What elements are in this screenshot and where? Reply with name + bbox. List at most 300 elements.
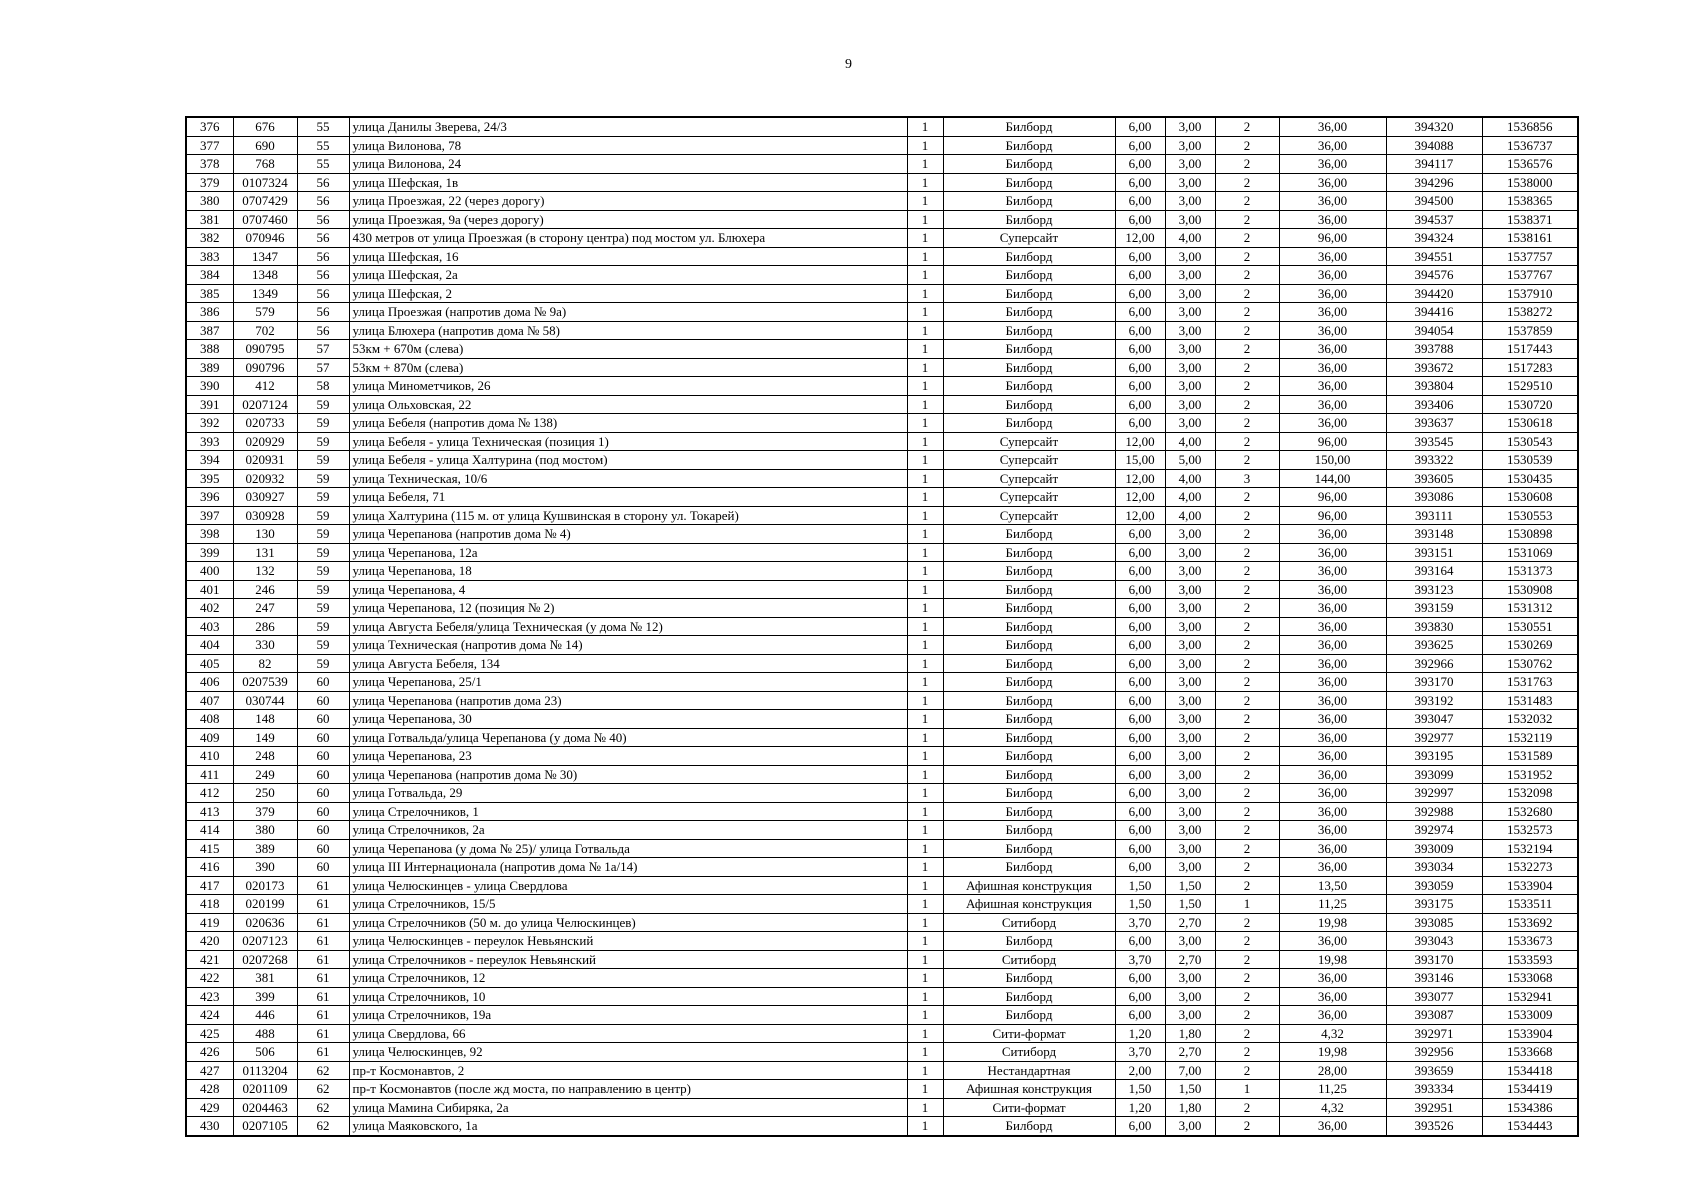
cell-district-code: 56 <box>297 321 349 340</box>
cell-height: 3,00 <box>1165 987 1215 1006</box>
cell-construction-type: Билборд <box>943 691 1115 710</box>
cell-height: 3,00 <box>1165 728 1215 747</box>
cell-coord-y: 1531589 <box>1482 747 1578 766</box>
cell-quantity: 1 <box>907 358 943 377</box>
cell-construction-type: Билборд <box>943 969 1115 988</box>
cell-address: улица Данилы Зверева, 24/3 <box>349 117 907 136</box>
cell-quantity: 1 <box>907 710 943 729</box>
cell-address: улица Черепанова, 4 <box>349 580 907 599</box>
cell-quantity: 1 <box>907 802 943 821</box>
cell-district-code: 60 <box>297 765 349 784</box>
cell-height: 3,00 <box>1165 821 1215 840</box>
cell-width: 3,70 <box>1115 950 1165 969</box>
cell-construction-type: Билборд <box>943 377 1115 396</box>
cell-height: 3,00 <box>1165 117 1215 136</box>
cell-district-code: 59 <box>297 562 349 581</box>
cell-construction-type: Билборд <box>943 802 1115 821</box>
cell-construction-type: Билборд <box>943 710 1115 729</box>
cell-quantity: 1 <box>907 784 943 803</box>
table-row <box>186 839 1578 858</box>
table-row <box>186 395 1578 414</box>
cell-quantity: 1 <box>907 525 943 544</box>
cell-coord-y: 1533668 <box>1482 1043 1578 1062</box>
table-row <box>186 1080 1578 1099</box>
cell-area: 36,00 <box>1279 636 1386 655</box>
cell-sides: 2 <box>1215 284 1279 303</box>
cell-coord-y: 1532194 <box>1482 839 1578 858</box>
cell-address: улица Шефская, 1в <box>349 173 907 192</box>
cell-row-number: 429 <box>186 1098 233 1117</box>
cell-construction-id: 090796 <box>233 358 297 377</box>
cell-construction-id: 381 <box>233 969 297 988</box>
table-row <box>186 1006 1578 1025</box>
cell-construction-id: 286 <box>233 617 297 636</box>
cell-height: 3,00 <box>1165 1117 1215 1136</box>
cell-construction-id: 379 <box>233 802 297 821</box>
cell-construction-id: 132 <box>233 562 297 581</box>
cell-area: 36,00 <box>1279 821 1386 840</box>
cell-area: 36,00 <box>1279 987 1386 1006</box>
cell-district-code: 60 <box>297 710 349 729</box>
cell-address: улица Готвальда/улица Черепанова (у дома № 40) <box>349 728 907 747</box>
cell-width: 2,00 <box>1115 1061 1165 1080</box>
cell-district-code: 56 <box>297 210 349 229</box>
cell-construction-type: Билборд <box>943 173 1115 192</box>
cell-district-code: 60 <box>297 784 349 803</box>
cell-construction-type: Билборд <box>943 673 1115 692</box>
cell-address: улица Стрелочников, 19а <box>349 1006 907 1025</box>
cell-sides: 2 <box>1215 636 1279 655</box>
cell-width: 6,00 <box>1115 1006 1165 1025</box>
cell-width: 6,00 <box>1115 303 1165 322</box>
cell-quantity: 1 <box>907 543 943 562</box>
cell-construction-type: Билборд <box>943 728 1115 747</box>
cell-width: 6,00 <box>1115 839 1165 858</box>
cell-sides: 2 <box>1215 932 1279 951</box>
cell-coord-x: 392997 <box>1386 784 1482 803</box>
cell-construction-type: Афишная конструкция <box>943 895 1115 914</box>
cell-district-code: 62 <box>297 1117 349 1136</box>
cell-coord-x: 393788 <box>1386 340 1482 359</box>
cell-area: 11,25 <box>1279 895 1386 914</box>
table-row <box>186 136 1578 155</box>
cell-address: улица Стрелочников (50 м. до улица Челюскинцев) <box>349 913 907 932</box>
cell-sides: 2 <box>1215 617 1279 636</box>
cell-coord-x: 394088 <box>1386 136 1482 155</box>
cell-width: 6,00 <box>1115 580 1165 599</box>
cell-district-code: 61 <box>297 1006 349 1025</box>
cell-coord-y: 1537757 <box>1482 247 1578 266</box>
cell-quantity: 1 <box>907 136 943 155</box>
cell-coord-y: 1517443 <box>1482 340 1578 359</box>
cell-quantity: 1 <box>907 673 943 692</box>
cell-quantity: 1 <box>907 377 943 396</box>
cell-height: 3,00 <box>1165 784 1215 803</box>
cell-address: улица Бебеля (напротив дома № 138) <box>349 414 907 433</box>
cell-construction-type: Билборд <box>943 321 1115 340</box>
cell-width: 12,00 <box>1115 229 1165 248</box>
cell-quantity: 1 <box>907 691 943 710</box>
cell-coord-x: 393111 <box>1386 506 1482 525</box>
cell-construction-id: 399 <box>233 987 297 1006</box>
cell-width: 12,00 <box>1115 506 1165 525</box>
cell-construction-id: 148 <box>233 710 297 729</box>
cell-district-code: 57 <box>297 358 349 377</box>
cell-sides: 2 <box>1215 969 1279 988</box>
table-row <box>186 580 1578 599</box>
cell-district-code: 59 <box>297 469 349 488</box>
cell-row-number: 415 <box>186 839 233 858</box>
cell-row-number: 422 <box>186 969 233 988</box>
cell-quantity: 1 <box>907 654 943 673</box>
cell-coord-y: 1517283 <box>1482 358 1578 377</box>
cell-construction-id: 131 <box>233 543 297 562</box>
cell-district-code: 56 <box>297 192 349 211</box>
cell-coord-x: 393146 <box>1386 969 1482 988</box>
cell-row-number: 394 <box>186 451 233 470</box>
cell-height: 3,00 <box>1165 599 1215 618</box>
cell-row-number: 403 <box>186 617 233 636</box>
cell-district-code: 62 <box>297 1080 349 1099</box>
cell-address: улица Ольховская, 22 <box>349 395 907 414</box>
cell-address: улица Стрелочников, 10 <box>349 987 907 1006</box>
cell-coord-x: 394500 <box>1386 192 1482 211</box>
table-row <box>186 266 1578 285</box>
cell-address: улица Вилонова, 78 <box>349 136 907 155</box>
cell-address: 430 метров от улица Проезжая (в сторону центра) под мостом ул. Блюхера <box>349 229 907 248</box>
cell-row-number: 401 <box>186 580 233 599</box>
cell-area: 36,00 <box>1279 562 1386 581</box>
cell-quantity: 1 <box>907 469 943 488</box>
cell-construction-id: 0207268 <box>233 950 297 969</box>
cell-coord-y: 1529510 <box>1482 377 1578 396</box>
cell-construction-id: 412 <box>233 377 297 396</box>
cell-construction-id: 389 <box>233 839 297 858</box>
cell-height: 4,00 <box>1165 506 1215 525</box>
cell-height: 2,70 <box>1165 913 1215 932</box>
cell-district-code: 61 <box>297 987 349 1006</box>
cell-coord-x: 393170 <box>1386 950 1482 969</box>
cell-address: улица Августа Бебеля/улица Техническая (у дома № 12) <box>349 617 907 636</box>
table-row <box>186 765 1578 784</box>
table-row <box>186 1117 1578 1136</box>
cell-address: улица Стрелочников, 1 <box>349 802 907 821</box>
cell-coord-y: 1533068 <box>1482 969 1578 988</box>
cell-sides: 1 <box>1215 895 1279 914</box>
cell-construction-id: 020733 <box>233 414 297 433</box>
table-row <box>186 654 1578 673</box>
cell-construction-id: 246 <box>233 580 297 599</box>
cell-construction-id: 020636 <box>233 913 297 932</box>
cell-coord-y: 1534419 <box>1482 1080 1578 1099</box>
cell-coord-x: 394054 <box>1386 321 1482 340</box>
cell-coord-y: 1532680 <box>1482 802 1578 821</box>
cell-height: 3,00 <box>1165 617 1215 636</box>
cell-coord-x: 393034 <box>1386 858 1482 877</box>
cell-sides: 2 <box>1215 136 1279 155</box>
cell-area: 28,00 <box>1279 1061 1386 1080</box>
cell-area: 36,00 <box>1279 784 1386 803</box>
cell-coord-y: 1532032 <box>1482 710 1578 729</box>
cell-coord-y: 1530762 <box>1482 654 1578 673</box>
cell-address: улица Шефская, 2 <box>349 284 907 303</box>
cell-row-number: 414 <box>186 821 233 840</box>
cell-width: 12,00 <box>1115 488 1165 507</box>
cell-quantity: 1 <box>907 1043 943 1062</box>
cell-height: 3,00 <box>1165 155 1215 174</box>
table-row <box>186 710 1578 729</box>
cell-row-number: 404 <box>186 636 233 655</box>
cell-coord-x: 394117 <box>1386 155 1482 174</box>
cell-row-number: 406 <box>186 673 233 692</box>
cell-row-number: 380 <box>186 192 233 211</box>
cell-sides: 2 <box>1215 950 1279 969</box>
cell-construction-id: 020199 <box>233 895 297 914</box>
cell-width: 6,00 <box>1115 525 1165 544</box>
cell-coord-x: 393195 <box>1386 747 1482 766</box>
cell-height: 3,00 <box>1165 525 1215 544</box>
table-row <box>186 247 1578 266</box>
cell-address: улица Черепанова (напротив дома 23) <box>349 691 907 710</box>
cell-coord-y: 1534443 <box>1482 1117 1578 1136</box>
cell-quantity: 1 <box>907 247 943 266</box>
cell-address: улица Стрелочников, 12 <box>349 969 907 988</box>
cell-area: 36,00 <box>1279 284 1386 303</box>
cell-area: 19,98 <box>1279 913 1386 932</box>
cell-coord-x: 392977 <box>1386 728 1482 747</box>
cell-coord-x: 393830 <box>1386 617 1482 636</box>
cell-district-code: 55 <box>297 117 349 136</box>
cell-height: 3,00 <box>1165 340 1215 359</box>
table-row <box>186 377 1578 396</box>
cell-coord-x: 393151 <box>1386 543 1482 562</box>
cell-address: улица Черепанова (напротив дома № 4) <box>349 525 907 544</box>
cell-coord-y: 1530908 <box>1482 580 1578 599</box>
cell-row-number: 382 <box>186 229 233 248</box>
table-row <box>186 950 1578 969</box>
cell-row-number: 400 <box>186 562 233 581</box>
cell-row-number: 377 <box>186 136 233 155</box>
cell-construction-id: 0113204 <box>233 1061 297 1080</box>
cell-construction-id: 249 <box>233 765 297 784</box>
cell-district-code: 59 <box>297 506 349 525</box>
cell-construction-id: 248 <box>233 747 297 766</box>
page-number: 9 <box>845 57 852 72</box>
cell-height: 3,00 <box>1165 136 1215 155</box>
cell-width: 6,00 <box>1115 395 1165 414</box>
cell-coord-x: 394416 <box>1386 303 1482 322</box>
cell-construction-id: 0207123 <box>233 932 297 951</box>
cell-area: 36,00 <box>1279 358 1386 377</box>
cell-quantity: 1 <box>907 617 943 636</box>
cell-address: улица Свердлова, 66 <box>349 1024 907 1043</box>
cell-row-number: 387 <box>186 321 233 340</box>
cell-coord-y: 1532119 <box>1482 728 1578 747</box>
cell-area: 13,50 <box>1279 876 1386 895</box>
cell-area: 36,00 <box>1279 969 1386 988</box>
cell-construction-id: 030927 <box>233 488 297 507</box>
cell-construction-type: Билборд <box>943 617 1115 636</box>
table-row <box>186 617 1578 636</box>
cell-coord-y: 1531763 <box>1482 673 1578 692</box>
table-row <box>186 562 1578 581</box>
cell-sides: 2 <box>1215 377 1279 396</box>
cell-sides: 2 <box>1215 451 1279 470</box>
cell-area: 36,00 <box>1279 765 1386 784</box>
cell-quantity: 1 <box>907 117 943 136</box>
table-row <box>186 1043 1578 1062</box>
cell-height: 3,00 <box>1165 636 1215 655</box>
cell-height: 3,00 <box>1165 395 1215 414</box>
cell-row-number: 425 <box>186 1024 233 1043</box>
cell-coord-x: 393192 <box>1386 691 1482 710</box>
cell-height: 2,70 <box>1165 1043 1215 1062</box>
cell-district-code: 57 <box>297 340 349 359</box>
cell-height: 3,00 <box>1165 192 1215 211</box>
cell-construction-id: 380 <box>233 821 297 840</box>
cell-row-number: 430 <box>186 1117 233 1136</box>
cell-construction-id: 149 <box>233 728 297 747</box>
cell-address: улица Стрелочников - переулок Невьянский <box>349 950 907 969</box>
cell-area: 19,98 <box>1279 1043 1386 1062</box>
cell-construction-type: Билборд <box>943 247 1115 266</box>
cell-quantity: 1 <box>907 340 943 359</box>
cell-construction-type: Билборд <box>943 839 1115 858</box>
cell-sides: 2 <box>1215 747 1279 766</box>
cell-construction-id: 070946 <box>233 229 297 248</box>
cell-construction-type: Билборд <box>943 562 1115 581</box>
cell-height: 4,00 <box>1165 432 1215 451</box>
cell-construction-type: Билборд <box>943 395 1115 414</box>
cell-district-code: 56 <box>297 284 349 303</box>
cell-row-number: 417 <box>186 876 233 895</box>
cell-width: 6,00 <box>1115 932 1165 951</box>
cell-construction-type: Билборд <box>943 266 1115 285</box>
cell-width: 6,00 <box>1115 173 1165 192</box>
cell-construction-type: Билборд <box>943 543 1115 562</box>
cell-width: 1,50 <box>1115 895 1165 914</box>
cell-address: пр-т Космонавтов (после жд моста, по направлению в центр) <box>349 1080 907 1099</box>
cell-coord-x: 393123 <box>1386 580 1482 599</box>
cell-coord-y: 1530435 <box>1482 469 1578 488</box>
cell-construction-id: 0207124 <box>233 395 297 414</box>
cell-quantity: 1 <box>907 1080 943 1099</box>
cell-coord-x: 393085 <box>1386 913 1482 932</box>
cell-quantity: 1 <box>907 229 943 248</box>
cell-construction-type: Билборд <box>943 1117 1115 1136</box>
cell-coord-x: 394324 <box>1386 229 1482 248</box>
cell-area: 36,00 <box>1279 117 1386 136</box>
cell-width: 1,20 <box>1115 1024 1165 1043</box>
cell-district-code: 61 <box>297 913 349 932</box>
cell-quantity: 1 <box>907 155 943 174</box>
cell-width: 6,00 <box>1115 784 1165 803</box>
cell-coord-x: 392966 <box>1386 654 1482 673</box>
cell-quantity: 1 <box>907 1024 943 1043</box>
cell-quantity: 1 <box>907 636 943 655</box>
cell-coord-y: 1533511 <box>1482 895 1578 914</box>
cell-quantity: 1 <box>907 1098 943 1117</box>
cell-sides: 2 <box>1215 987 1279 1006</box>
cell-quantity: 1 <box>907 895 943 914</box>
cell-sides: 2 <box>1215 488 1279 507</box>
cell-coord-x: 393625 <box>1386 636 1482 655</box>
cell-sides: 2 <box>1215 1117 1279 1136</box>
cell-district-code: 61 <box>297 969 349 988</box>
cell-coord-x: 393170 <box>1386 673 1482 692</box>
cell-sides: 2 <box>1215 321 1279 340</box>
cell-width: 3,70 <box>1115 1043 1165 1062</box>
cell-coord-x: 393545 <box>1386 432 1482 451</box>
cell-construction-id: 768 <box>233 155 297 174</box>
cell-construction-id: 020929 <box>233 432 297 451</box>
table-row <box>186 784 1578 803</box>
cell-district-code: 60 <box>297 728 349 747</box>
cell-construction-type: Билборд <box>943 932 1115 951</box>
cell-coord-y: 1531952 <box>1482 765 1578 784</box>
cell-coord-y: 1537767 <box>1482 266 1578 285</box>
cell-construction-id: 0204463 <box>233 1098 297 1117</box>
cell-quantity: 1 <box>907 580 943 599</box>
cell-area: 96,00 <box>1279 488 1386 507</box>
table-row <box>186 506 1578 525</box>
cell-coord-y: 1533593 <box>1482 950 1578 969</box>
cell-district-code: 59 <box>297 599 349 618</box>
cell-district-code: 60 <box>297 691 349 710</box>
cell-coord-x: 393047 <box>1386 710 1482 729</box>
cell-width: 6,00 <box>1115 155 1165 174</box>
cell-area: 36,00 <box>1279 599 1386 618</box>
cell-district-code: 59 <box>297 543 349 562</box>
cell-width: 6,00 <box>1115 414 1165 433</box>
cell-area: 36,00 <box>1279 173 1386 192</box>
cell-sides: 2 <box>1215 654 1279 673</box>
cell-district-code: 55 <box>297 136 349 155</box>
cell-coord-x: 393175 <box>1386 895 1482 914</box>
cell-width: 6,00 <box>1115 821 1165 840</box>
cell-sides: 2 <box>1215 913 1279 932</box>
cell-construction-id: 247 <box>233 599 297 618</box>
cell-quantity: 1 <box>907 506 943 525</box>
cell-district-code: 56 <box>297 303 349 322</box>
cell-construction-type: Афишная конструкция <box>943 876 1115 895</box>
cell-sides: 2 <box>1215 432 1279 451</box>
cell-sides: 2 <box>1215 673 1279 692</box>
cell-sides: 2 <box>1215 525 1279 544</box>
cell-height: 3,00 <box>1165 1006 1215 1025</box>
cell-width: 12,00 <box>1115 432 1165 451</box>
cell-sides: 2 <box>1215 562 1279 581</box>
cell-construction-id: 090795 <box>233 340 297 359</box>
table-row <box>186 913 1578 932</box>
cell-construction-id: 1347 <box>233 247 297 266</box>
cell-height: 3,00 <box>1165 839 1215 858</box>
cell-row-number: 413 <box>186 802 233 821</box>
cell-coord-x: 394296 <box>1386 173 1482 192</box>
cell-height: 3,00 <box>1165 747 1215 766</box>
cell-construction-type: Суперсайт <box>943 469 1115 488</box>
cell-sides: 2 <box>1215 266 1279 285</box>
cell-sides: 2 <box>1215 802 1279 821</box>
cell-construction-type: Нестандартная <box>943 1061 1115 1080</box>
cell-district-code: 61 <box>297 876 349 895</box>
cell-sides: 2 <box>1215 1024 1279 1043</box>
cell-width: 15,00 <box>1115 451 1165 470</box>
cell-coord-y: 1538161 <box>1482 229 1578 248</box>
cell-quantity: 1 <box>907 821 943 840</box>
cell-district-code: 56 <box>297 266 349 285</box>
cell-construction-type: Афишная конструкция <box>943 1080 1115 1099</box>
